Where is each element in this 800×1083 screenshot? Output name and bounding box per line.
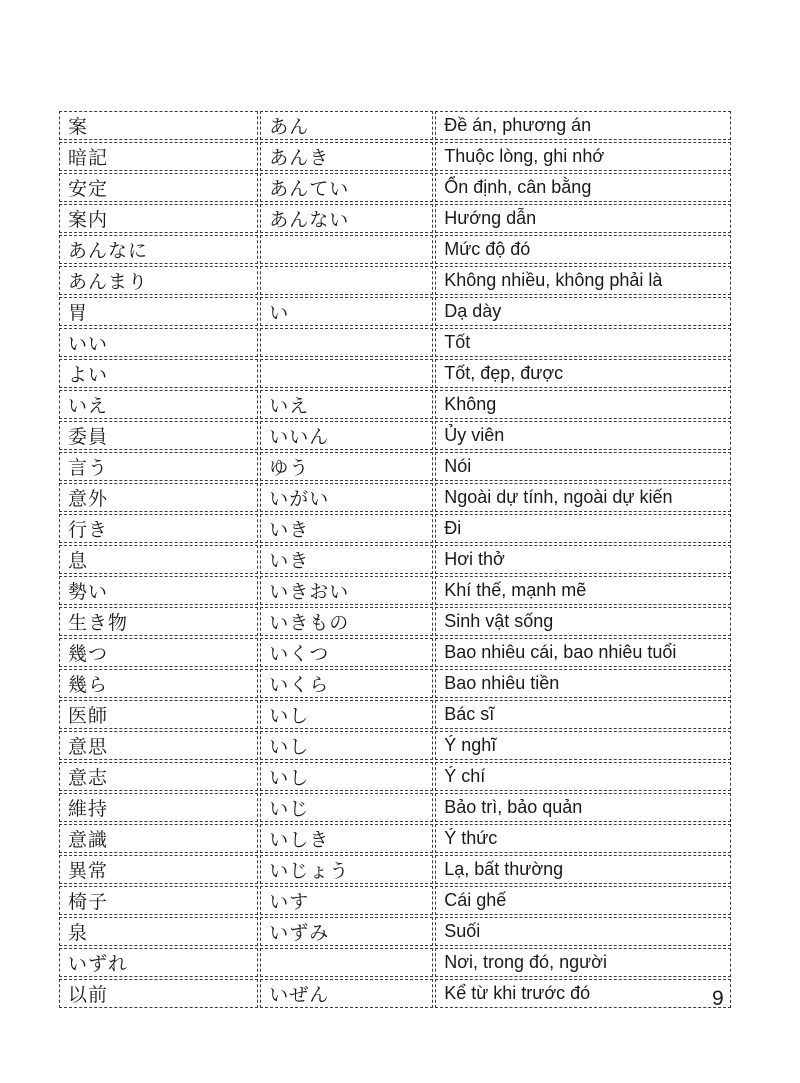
table-row [59, 359, 731, 388]
meaning-cell: Hướng dẫn [435, 204, 731, 233]
table-row [59, 297, 731, 326]
reading-cell: ゆう [260, 452, 433, 481]
meaning-cell: Cái ghế [435, 886, 731, 915]
reading-cell [260, 359, 433, 388]
word-cell: いずれ [59, 948, 258, 977]
table-row [59, 762, 731, 791]
word-cell: いい [59, 328, 258, 357]
meaning-cell: Tốt, đẹp, được [435, 359, 731, 388]
table-row [59, 607, 731, 636]
reading-cell [260, 328, 433, 357]
table-row [59, 545, 731, 574]
word-cell: 意外 [59, 483, 258, 512]
table-row [59, 886, 731, 915]
reading-cell [260, 266, 433, 295]
meaning-cell: Ý nghĩ [435, 731, 731, 760]
word-cell: 息 [59, 545, 258, 574]
meaning-cell: Lạ, bất thường [435, 855, 731, 884]
meaning-cell: Mức độ đó [435, 235, 731, 264]
meaning-cell: Không [435, 390, 731, 419]
meaning-cell: Khí thế, mạnh mẽ [435, 576, 731, 605]
meaning-cell: Nơi, trong đó, người [435, 948, 731, 977]
reading-cell: いえ [260, 390, 433, 419]
meaning-cell: Bao nhiêu cái, bao nhiêu tuổi [435, 638, 731, 667]
reading-cell: あん [260, 111, 433, 140]
table-row [59, 421, 731, 450]
reading-cell: いがい [260, 483, 433, 512]
word-cell: 安定 [59, 173, 258, 202]
word-cell: 意思 [59, 731, 258, 760]
meaning-cell: Nói [435, 452, 731, 481]
word-cell: いえ [59, 390, 258, 419]
reading-cell: あんき [260, 142, 433, 171]
reading-cell: いす [260, 886, 433, 915]
reading-cell: いぜん [260, 979, 433, 1008]
table-row [59, 979, 731, 1008]
word-cell: 異常 [59, 855, 258, 884]
word-cell: よい [59, 359, 258, 388]
table-row [59, 328, 731, 357]
word-cell: 意志 [59, 762, 258, 791]
word-cell: 幾つ [59, 638, 258, 667]
reading-cell: あんてい [260, 173, 433, 202]
table-row [59, 700, 731, 729]
reading-cell: いきもの [260, 607, 433, 636]
meaning-cell: Đề án, phương án [435, 111, 731, 140]
reading-cell [260, 948, 433, 977]
reading-cell: いじょう [260, 855, 433, 884]
table-row [59, 111, 731, 140]
reading-cell: いし [260, 731, 433, 760]
reading-cell: いしき [260, 824, 433, 853]
reading-cell: いきおい [260, 576, 433, 605]
meaning-cell: Ủy viên [435, 421, 731, 450]
reading-cell: いずみ [260, 917, 433, 946]
word-cell: 生き物 [59, 607, 258, 636]
word-cell: 言う [59, 452, 258, 481]
reading-cell: い [260, 297, 433, 326]
table-row [59, 266, 731, 295]
word-cell: 以前 [59, 979, 258, 1008]
word-cell: 胃 [59, 297, 258, 326]
word-cell: 委員 [59, 421, 258, 450]
word-cell: 幾ら [59, 669, 258, 698]
table-row [59, 142, 731, 171]
meaning-cell: Sinh vật sống [435, 607, 731, 636]
meaning-cell: Suối [435, 917, 731, 946]
meaning-cell: Bảo trì, bảo quản [435, 793, 731, 822]
reading-cell: いいん [260, 421, 433, 450]
reading-cell: いき [260, 545, 433, 574]
reading-cell: いき [260, 514, 433, 543]
table-row [59, 514, 731, 543]
table-row [59, 483, 731, 512]
table-row [59, 390, 731, 419]
reading-cell: いし [260, 762, 433, 791]
meaning-cell: Ý chí [435, 762, 731, 791]
word-cell: 椅子 [59, 886, 258, 915]
table-row [59, 917, 731, 946]
meaning-cell: Kể từ khi trước đó [435, 979, 731, 1008]
table-row [59, 793, 731, 822]
meaning-cell: Ổn định, cân bằng [435, 173, 731, 202]
word-cell: 泉 [59, 917, 258, 946]
word-cell: 行き [59, 514, 258, 543]
word-cell: 意識 [59, 824, 258, 853]
table-row [59, 824, 731, 853]
reading-cell: あんない [260, 204, 433, 233]
word-cell: あんまり [59, 266, 258, 295]
vocabulary-table [57, 109, 733, 1010]
word-cell: 維持 [59, 793, 258, 822]
meaning-cell: Tốt [435, 328, 731, 357]
table-row [59, 173, 731, 202]
table-row [59, 948, 731, 977]
reading-cell [260, 235, 433, 264]
reading-cell: いし [260, 700, 433, 729]
reading-cell: いじ [260, 793, 433, 822]
table-row [59, 638, 731, 667]
word-cell: 案内 [59, 204, 258, 233]
word-cell: 暗記 [59, 142, 258, 171]
table-row [59, 204, 731, 233]
meaning-cell: Dạ dày [435, 297, 731, 326]
table-row [59, 235, 731, 264]
meaning-cell: Bao nhiêu tiền [435, 669, 731, 698]
meaning-cell: Đi [435, 514, 731, 543]
meaning-cell: Thuộc lòng, ghi nhớ [435, 142, 731, 171]
reading-cell: いくつ [260, 638, 433, 667]
meaning-cell: Không nhiều, không phải là [435, 266, 731, 295]
page-number: 9 [712, 987, 724, 1010]
word-cell: あんなに [59, 235, 258, 264]
table-row [59, 452, 731, 481]
meaning-cell: Ngoài dự tính, ngoài dự kiến [435, 483, 731, 512]
meaning-cell: Hơi thở [435, 545, 731, 574]
vocabulary-table-body [59, 111, 731, 1008]
reading-cell: いくら [260, 669, 433, 698]
word-cell: 医師 [59, 700, 258, 729]
table-row [59, 855, 731, 884]
table-row [59, 576, 731, 605]
word-cell: 勢い [59, 576, 258, 605]
word-cell: 案 [59, 111, 258, 140]
meaning-cell: Ý thức [435, 824, 731, 853]
table-row [59, 669, 731, 698]
meaning-cell: Bác sĩ [435, 700, 731, 729]
table-row [59, 731, 731, 760]
